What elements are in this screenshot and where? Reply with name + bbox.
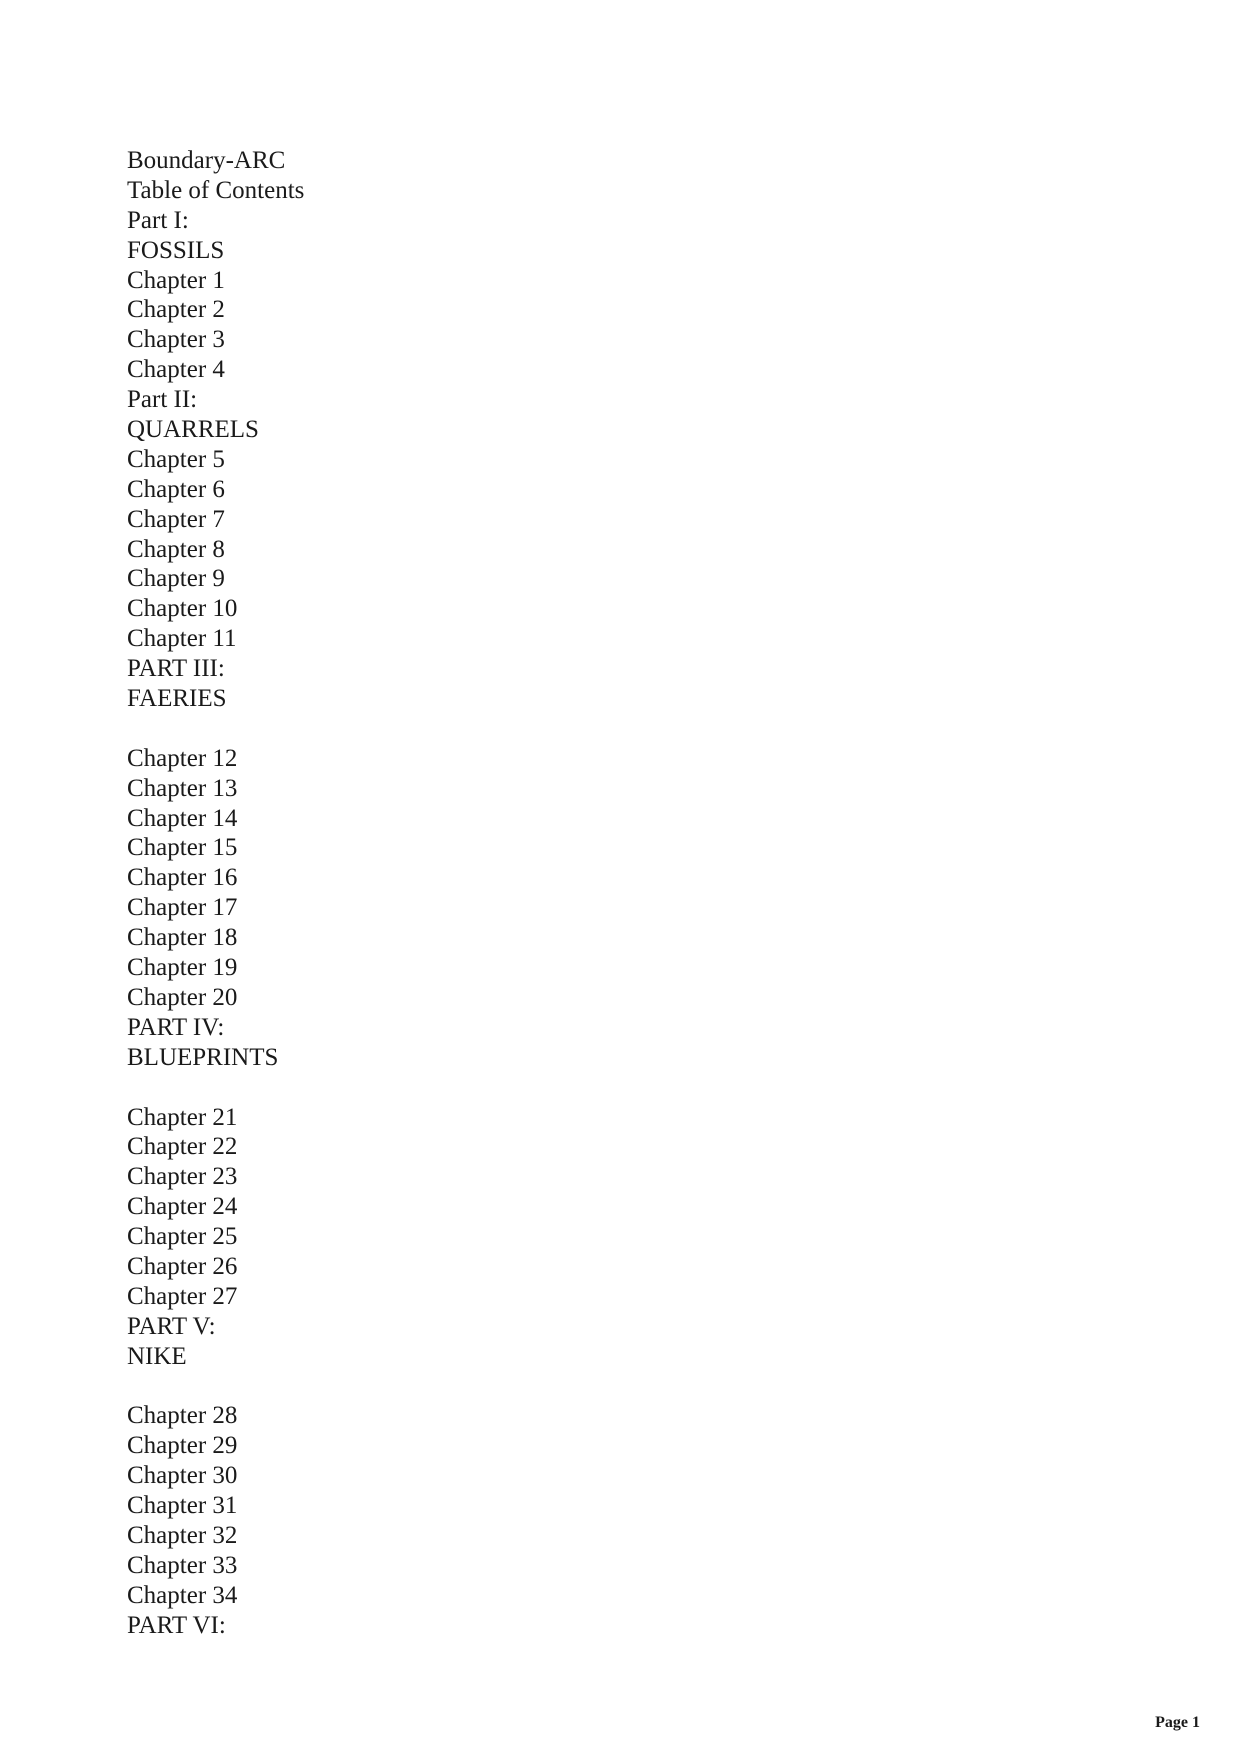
toc-chapter-entry: Chapter 22 xyxy=(127,1133,238,1161)
toc-chapter-entry: Chapter 30 xyxy=(127,1462,238,1490)
toc-chapter-entry: Chapter 12 xyxy=(127,744,238,772)
toc-chapter-entry: Chapter 23 xyxy=(127,1163,238,1191)
toc-chapter-entry: Chapter 11 xyxy=(127,625,237,653)
toc-chapter-entry: Chapter 24 xyxy=(127,1193,238,1221)
toc-part-label: Part II: xyxy=(127,386,198,414)
document-title: Boundary-ARC xyxy=(127,147,286,174)
toc-chapter-entry: Chapter 6 xyxy=(127,475,225,503)
table-of-contents xyxy=(127,146,304,1641)
toc-chapter-entry: Chapter 27 xyxy=(127,1282,238,1310)
toc-chapter-entry: Chapter 8 xyxy=(127,535,225,563)
toc-chapter-entry: Chapter 17 xyxy=(127,894,238,922)
toc-spacer xyxy=(127,1073,304,1103)
toc-heading: Table of Contents xyxy=(127,176,305,204)
toc-spacer xyxy=(127,1372,304,1402)
toc-chapter-entry: Chapter 16 xyxy=(127,864,238,892)
toc-chapter-entry: Chapter 14 xyxy=(127,804,238,832)
toc-chapter-entry: Chapter 13 xyxy=(127,774,238,802)
toc-chapter-entry: Chapter 15 xyxy=(127,834,238,862)
toc-chapter-entry: Chapter 34 xyxy=(127,1581,238,1609)
toc-part-title: FAERIES xyxy=(127,685,227,713)
toc-part-label: PART IV: xyxy=(127,1013,225,1041)
page-number: Page 1 xyxy=(1155,1714,1200,1731)
toc-spacer xyxy=(127,714,304,744)
toc-chapter-entry: Chapter 9 xyxy=(127,565,225,593)
toc-part-label: Part I: xyxy=(127,206,189,234)
toc-chapter-entry: Chapter 20 xyxy=(127,983,238,1011)
toc-chapter-entry: Chapter 29 xyxy=(127,1432,238,1460)
toc-chapter-entry: Chapter 28 xyxy=(127,1402,238,1430)
toc-chapter-entry: Chapter 3 xyxy=(127,326,225,354)
toc-chapter-entry: Chapter 4 xyxy=(127,356,225,384)
toc-chapter-entry: Chapter 31 xyxy=(127,1492,238,1520)
toc-part-label: PART VI: xyxy=(127,1611,226,1639)
toc-part-title: BLUEPRINTS xyxy=(127,1043,279,1071)
toc-chapter-entry: Chapter 2 xyxy=(127,296,225,324)
toc-part-title: QUARRELS xyxy=(127,416,259,444)
toc-chapter-entry: Chapter 1 xyxy=(127,266,225,294)
toc-chapter-entry: Chapter 18 xyxy=(127,924,238,952)
toc-part-label: PART V: xyxy=(127,1312,216,1340)
toc-chapter-entry: Chapter 32 xyxy=(127,1521,238,1549)
toc-chapter-entry: Chapter 33 xyxy=(127,1551,238,1579)
toc-chapter-entry: Chapter 7 xyxy=(127,505,225,533)
toc-chapter-entry: Chapter 5 xyxy=(127,445,225,473)
toc-chapter-entry: Chapter 19 xyxy=(127,954,238,982)
toc-part-title: NIKE xyxy=(127,1342,187,1370)
toc-chapter-entry: Chapter 21 xyxy=(127,1103,238,1131)
toc-part-label: PART III: xyxy=(127,655,225,683)
toc-chapter-entry: Chapter 10 xyxy=(127,595,238,623)
toc-chapter-entry: Chapter 26 xyxy=(127,1252,238,1280)
toc-chapter-entry: Chapter 25 xyxy=(127,1223,238,1251)
toc-part-title: FOSSILS xyxy=(127,236,225,264)
